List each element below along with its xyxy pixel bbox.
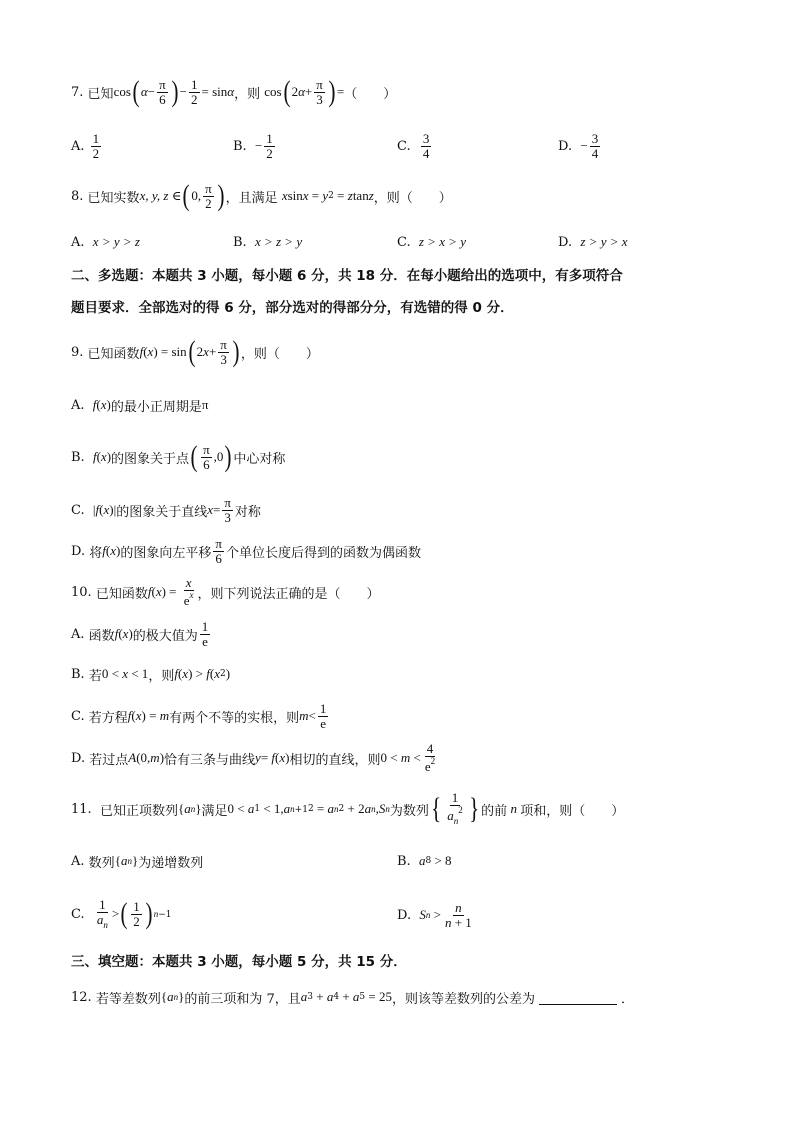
q11-stem: 11. 已知正项数列 { a n } 满足 0 < a 1 < 1, a n+1 2 = a n 2 + 2 a n , S n 为数列 { $\frac{1}{a_n^2}$ } 的前 n 项和，则（ ）	[71, 790, 625, 827]
q7-option-a[interactable]: A. $\frac{1}{2}$	[71, 130, 100, 161]
q9-stem: 9. 已知函数 f ( x ) = sin ( 2 x + $\frac{\pi}{3}$ ) ，则（ ）	[71, 335, 319, 368]
q8-option-c[interactable]: C. z > x > y	[397, 234, 467, 250]
q12-answer-blank[interactable]	[539, 990, 617, 1005]
q8-option-a[interactable]: A. x > y > z	[71, 234, 140, 250]
section-2-heading: 二、多选题：本题共 3 小题，每小题 6 分，共 18 分．在每小题给出的选项中，有多项符合	[71, 268, 623, 284]
q9-option-d[interactable]: D. 将 f ( x ) 的图象向左平移 $\frac{\pi}{6}$ 个单位长度后得到的函数为偶函数	[71, 535, 421, 566]
section-3-heading: 三、填空题：本题共 3 小题，每小题 5 分，共 15 分．	[71, 954, 407, 970]
q10-option-b[interactable]: B. 若 0 < x < 1 ，则 f ( x ) > f ( x 2 )	[71, 666, 231, 684]
q7-option-b[interactable]: B. − $\frac{1}{2}$	[233, 130, 273, 161]
q11-option-d[interactable]: D. S n > $\frac{n}{n + 1}$	[397, 899, 472, 930]
q10-option-d[interactable]: D. 若过点 A (0, m ) 恰有三条与曲线 y = f ( x ) 相切的直线，则 0 < m < $\frac{4}{e^2}$	[71, 741, 436, 774]
q11-option-a[interactable]: A. 数列 { a n } 为递增数列	[71, 853, 204, 871]
q7-option-d[interactable]: D. − $\frac{3}{4}$	[558, 130, 599, 161]
q10-option-a[interactable]: A. 函数 f ( x ) 的极大值为 $\frac{1}{e}$	[71, 618, 209, 649]
section-2-heading-cont: 题目要求．全部选对的得 6 分，部分选对的得部分分，有选错的得 0 分．	[71, 300, 514, 316]
q11-option-c[interactable]: C. $\frac{1}{a_n}$ > ( $\frac{1}{2}$ ) n−1	[71, 896, 172, 930]
q8-option-b[interactable]: B. x > z > y	[233, 234, 303, 250]
q10-stem: 10. 已知函数 f ( x ) = $\frac{x}{e^x}$ ，则下列说法正确的是（ ）	[71, 575, 380, 608]
q9-option-a[interactable]: A. f ( x ) 的最小正周期是 π	[71, 397, 209, 415]
q7-option-c[interactable]: C. $\frac{3}{4}$	[397, 130, 430, 161]
q12-stem: 12. 若等差数列 { a n } 的前三项和为 7，且 a 3 + a 4 + a 5 = 25 ，则该等差数列的公差为 ．	[71, 989, 635, 1007]
q8-stem: 8. 已知实数 x, y, z ∈ ( 0, $\frac{\pi}{2}$ ) ，且满足 x sin x = y 2 = z tan z ，则（ ）	[71, 179, 452, 212]
q11-option-b[interactable]: B. a 8 > 8	[397, 853, 452, 869]
q8-option-d[interactable]: D. z > y > x	[558, 234, 628, 250]
q7-stem: 7. 已知 cos ( α − $\frac{\pi}{6}$ ) − $\frac{1}{2}$ = sin α ，则 cos ( 2 α + $\frac{\pi}{3}$ ) = （ ）	[71, 75, 397, 108]
q10-option-c[interactable]: C. 若方程 f ( x ) = m 有两个不等的实根，则 m < $\frac{1}{e}$	[71, 700, 327, 731]
q9-option-c[interactable]: C. | f ( x )| 的图象关于直线 x = $\frac{\pi}{3}$ 对称	[71, 494, 261, 525]
q9-option-b[interactable]: B. f ( x ) 的图象关于点 ( $\frac{\pi}{6}$ ,0 ) 中心对称	[71, 440, 286, 473]
